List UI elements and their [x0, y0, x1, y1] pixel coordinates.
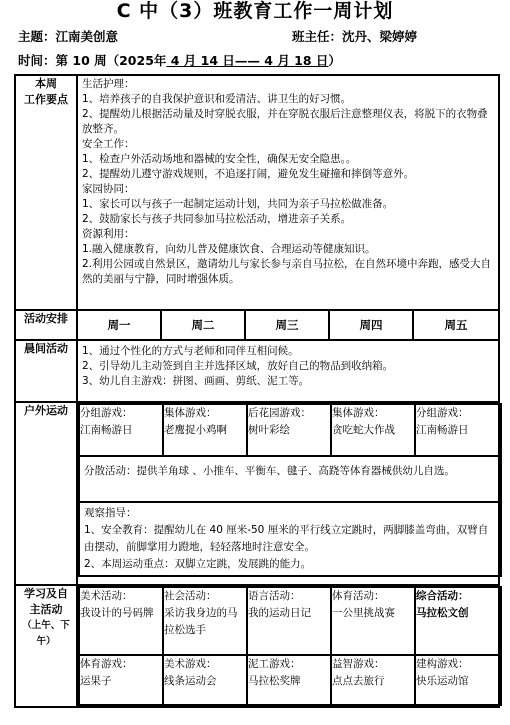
outdoor-game-mon: 分组游戏： 江南畅游日: [79, 404, 163, 456]
focus-line: 1、家长可以与孩子一起制定运动计划，共同为亲子马拉松做准备。: [82, 198, 394, 210]
focus-line: 资源利用：: [82, 228, 135, 240]
date-end: 4 月 18 日: [264, 53, 329, 68]
outdoor-game-fri: 分组游戏： 江南畅游日: [415, 404, 501, 456]
study-pm-mon: 体育游戏： 运果子: [79, 655, 163, 705]
time-line: [18, 52, 341, 70]
outdoor-game-tue: 集体游戏： 老鹰捉小鸡啊: [163, 404, 247, 456]
study-am-fri: 综合活动： 马拉松文创: [415, 587, 501, 655]
theme-label: 主题：: [18, 29, 56, 44]
focus-label: 本周 工作要点: [15, 75, 77, 310]
weekly-plan-table: [14, 74, 500, 708]
focus-row: [15, 75, 499, 310]
focus-line: 家园协同：: [82, 183, 135, 195]
morning-content: [77, 340, 499, 402]
time-label: 时间：: [18, 53, 56, 68]
morning-line: 1、通过个性化的方式与老师和同伴互相问候。: [82, 345, 299, 357]
focus-line: 安全工作：: [82, 138, 135, 150]
outdoor-game-wed: 后花园游戏： 树叶彩绘: [247, 404, 331, 456]
outdoor-guide: [79, 502, 501, 576]
study-pm-thu: 益智游戏： 点点去旅行: [331, 655, 415, 705]
focus-line: 2.利用公园或自然景区，邀请幼儿与家长参与亲自马拉松，在自然环境中奔跑，感受大自然的美丽与宁静，同时增强体质。: [82, 258, 492, 285]
outdoor-label: 户外运动: [15, 402, 77, 585]
day-mon: 周一: [77, 310, 161, 340]
study-grid: [78, 586, 502, 706]
morning-lines: [78, 341, 498, 390]
study-pm-fri: 建构游戏： 快乐运动馆: [415, 655, 501, 705]
focus-content: [77, 75, 499, 310]
focus-line: 2、提醒幼儿根据活动量及时穿脱衣服，并在穿脱衣服后注意整理仪表，将脱下的衣物叠放整齐。: [82, 108, 488, 135]
focus-line: 1、培养孩子的自我保护意识和爱清洁、讲卫生的好习惯。: [82, 93, 352, 105]
focus-line: 生活护理：: [82, 78, 135, 90]
morning-row: [15, 340, 499, 402]
schedule-row: [15, 310, 499, 340]
guide-line: 观察指导：: [84, 507, 137, 519]
teacher-line: [292, 28, 417, 46]
teacher-label: 班主任：: [292, 29, 343, 44]
day-fri: 周五: [413, 310, 499, 340]
guide-line: 2、本周运动重点：双脚立定跳，发展跳的能力。: [84, 558, 312, 570]
teacher-value: 沈丹、梁婷婷: [342, 29, 418, 44]
study-label: 学习及自 主活动 （上午、下午）: [15, 585, 77, 707]
date-start: 4 月 14 日: [166, 53, 235, 68]
theme-value: 江南美创意: [55, 29, 119, 44]
focus-line: 1、检查户外活动场地和器械的安全性，确保无安全隐患。。: [82, 153, 357, 165]
date-close: ）: [328, 53, 341, 68]
outdoor-scatter: 分散活动：提供羊角球 、小推车、平衡车、毽子、高跷等体育器械供幼儿自选。: [79, 456, 501, 502]
study-am-mon: 美术活动： 我设计的号码牌: [79, 587, 163, 655]
focus-lines: [78, 76, 498, 288]
morning-line: 2、引导幼儿主动签到自主并选择区域，放好自己的物品到收纳箱。: [82, 360, 394, 372]
study-am-wed: 语言活动： 我的运动日记: [247, 587, 331, 655]
outdoor-game-thu: 集体游戏： 贪吃蛇大作战: [331, 404, 415, 456]
day-thu: 周四: [329, 310, 413, 340]
study-am-thu: 体育活动： 一公里挑战赛: [331, 587, 415, 655]
morning-label: 晨间活动: [15, 340, 77, 402]
week-text: 第 10 周（2025年: [55, 53, 167, 68]
outdoor-content: [77, 402, 499, 585]
study-content: [77, 585, 499, 707]
focus-line: 2、提醒幼儿遵守游戏规则，不追逐打闹，避免发生碰撞和摔倒等意外。: [82, 168, 415, 180]
study-pm-tue: 美术游戏： 线条运动会: [163, 655, 247, 705]
focus-line: 1.融入健康教育，向幼儿普及健康饮食、合理运动等健康知识。: [82, 243, 376, 255]
morning-line: 3、幼儿自主游戏：拼图、画画、剪纸、泥工等。: [82, 375, 310, 387]
study-row: [15, 585, 499, 707]
day-tue: 周二: [161, 310, 245, 340]
page-title: C 中（3）班教育工作一周计划: [116, 0, 394, 22]
theme-line: [18, 28, 118, 46]
schedule-label: 活动安排: [15, 310, 77, 340]
outdoor-games-grid: [78, 403, 502, 577]
focus-line: 2、鼓励家长与孩子共同参加马拉松活动，增进亲子关系。: [82, 213, 352, 225]
date-separator: ——: [234, 53, 265, 68]
guide-line: 1、安全教育：提醒幼儿在 40 厘米-50 厘米的平行线立定跳时，两脚膝盖弯曲，双臂自由摆动，前脚掌用力蹬地，轻轻落地时注意安全。: [84, 524, 489, 553]
outdoor-row: [15, 402, 499, 585]
study-pm-wed: 泥工游戏： 马拉松奖牌: [247, 655, 331, 705]
study-am-tue: 社会活动： 采访我身边的马拉松选手: [163, 587, 247, 655]
day-wed: 周三: [245, 310, 329, 340]
